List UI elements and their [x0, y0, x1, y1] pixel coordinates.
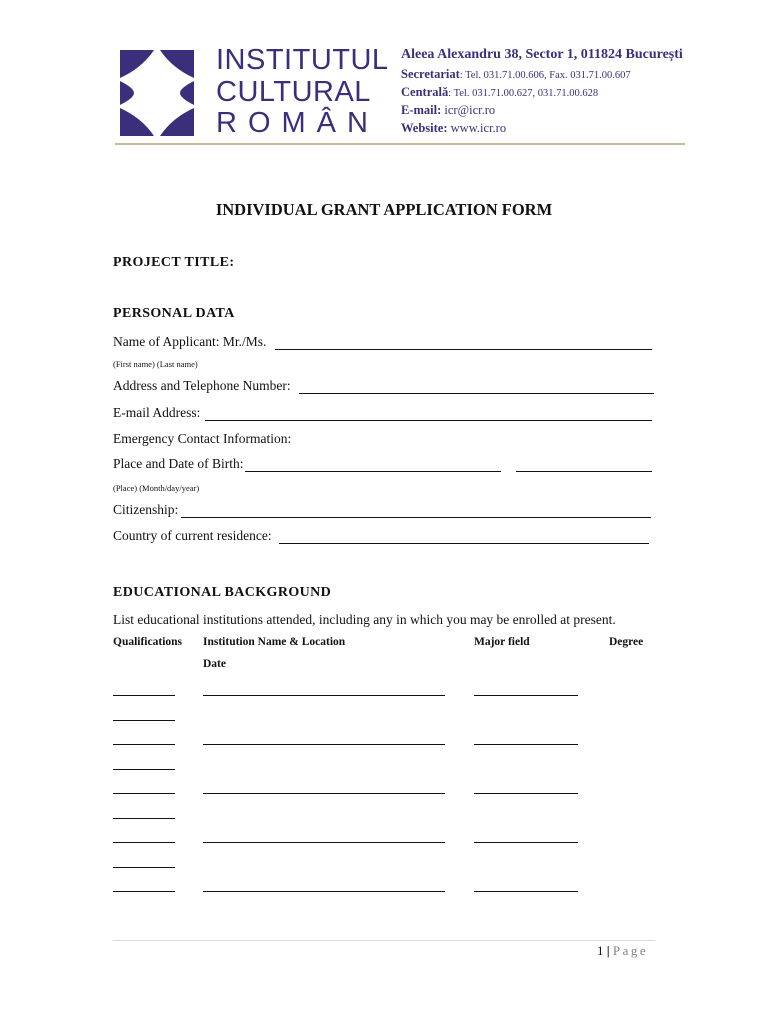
- education-row-5-qualification[interactable]: [113, 891, 175, 892]
- residence-label: Country of current residence:: [113, 528, 272, 543]
- footer-divider: [113, 940, 655, 941]
- website-value[interactable]: www.icr.ro: [447, 121, 507, 135]
- col-institution: Institution Name & Location: [203, 636, 346, 648]
- education-row-4-major[interactable]: [474, 842, 578, 843]
- birth-date-field[interactable]: [516, 471, 652, 472]
- org-name-line3: ROMÂN: [216, 107, 379, 139]
- education-row-1-institution[interactable]: [203, 695, 445, 696]
- secretariat-label: Secretariat: [401, 67, 460, 81]
- col-date: Date: [203, 658, 226, 670]
- education-intro: List educational institutions attended, including any in which you may be enrolled at present.: [113, 612, 616, 627]
- project-title-label: PROJECT TITLE:: [113, 255, 235, 270]
- org-name-line1: INSTITUTUL: [216, 44, 389, 76]
- education-row-3-major[interactable]: [474, 793, 578, 794]
- education-heading: EDUCATIONAL BACKGROUND: [113, 585, 332, 600]
- education-row-5-major[interactable]: [474, 891, 578, 892]
- page-label: Page: [612, 943, 649, 958]
- email-label: E-mail Address:: [113, 405, 201, 420]
- page-number: 1: [597, 943, 604, 958]
- secretariat-value: : Tel. 031.71.00.606, Fax. 031.71.00.607: [459, 70, 631, 81]
- col-major: Major field: [474, 636, 530, 648]
- birth-label: Place and Date of Birth:: [113, 456, 244, 471]
- icr-logo: [120, 50, 194, 136]
- header-divider: [115, 143, 685, 145]
- form-title: INDIVIDUAL GRANT APPLICATION FORM: [215, 200, 553, 219]
- email-field[interactable]: [205, 420, 652, 421]
- education-row-4-institution[interactable]: [203, 842, 445, 843]
- address-field[interactable]: [299, 393, 654, 394]
- email-contact-value[interactable]: icr@icr.ro: [441, 103, 496, 117]
- education-row-5-institution[interactable]: [203, 891, 445, 892]
- education-row-3-qualification[interactable]: [113, 793, 175, 794]
- citizenship-field[interactable]: [181, 517, 651, 518]
- website-line: [401, 121, 506, 136]
- org-name-line2: CULTURAL: [216, 76, 371, 108]
- education-row-2-qualification[interactable]: [113, 744, 175, 745]
- address-label: Address and Telephone Number:: [113, 378, 291, 393]
- col-qualifications: Qualifications: [113, 636, 183, 648]
- education-row-4-qualification[interactable]: [113, 842, 175, 843]
- applicant-field[interactable]: [275, 349, 652, 350]
- birth-hint: (Place) (Month/day/year): [113, 483, 200, 493]
- applicant-label: Name of Applicant: Mr./Ms.: [113, 334, 267, 349]
- birth-place-field[interactable]: [245, 471, 501, 472]
- col-degree: Degree: [609, 636, 644, 648]
- applicant-hint: (First name) (Last name): [113, 359, 198, 369]
- education-row-3-institution[interactable]: [203, 793, 445, 794]
- central-label: Centrală: [401, 85, 449, 99]
- personal-data-heading: PERSONAL DATA: [113, 306, 235, 321]
- education-row-2-major[interactable]: [474, 744, 578, 745]
- emergency-label: Emergency Contact Information:: [113, 431, 292, 446]
- website-label: Website:: [401, 121, 448, 135]
- education-row-1-date[interactable]: [113, 720, 175, 721]
- central-value: : Tel. 031.71.00.627, 031.71.00.628: [448, 88, 599, 99]
- page-footer: [597, 943, 648, 959]
- central-line: [401, 85, 598, 100]
- education-row-2-date[interactable]: [113, 769, 175, 770]
- education-row-1-major[interactable]: [474, 695, 578, 696]
- secretariat-line: [401, 67, 631, 82]
- email-contact-label: E-mail:: [401, 103, 442, 117]
- email-line: [401, 103, 495, 118]
- page-separator: |: [606, 943, 610, 958]
- residence-field[interactable]: [279, 543, 649, 544]
- education-row-4-date[interactable]: [113, 867, 175, 868]
- education-row-2-institution[interactable]: [203, 744, 445, 745]
- education-row-3-date[interactable]: [113, 818, 175, 819]
- citizenship-label: Citizenship:: [113, 502, 179, 517]
- education-row-1-qualification[interactable]: [113, 695, 175, 696]
- org-address: Aleea Alexandru 38, Sector 1, 011824 București: [401, 47, 683, 62]
